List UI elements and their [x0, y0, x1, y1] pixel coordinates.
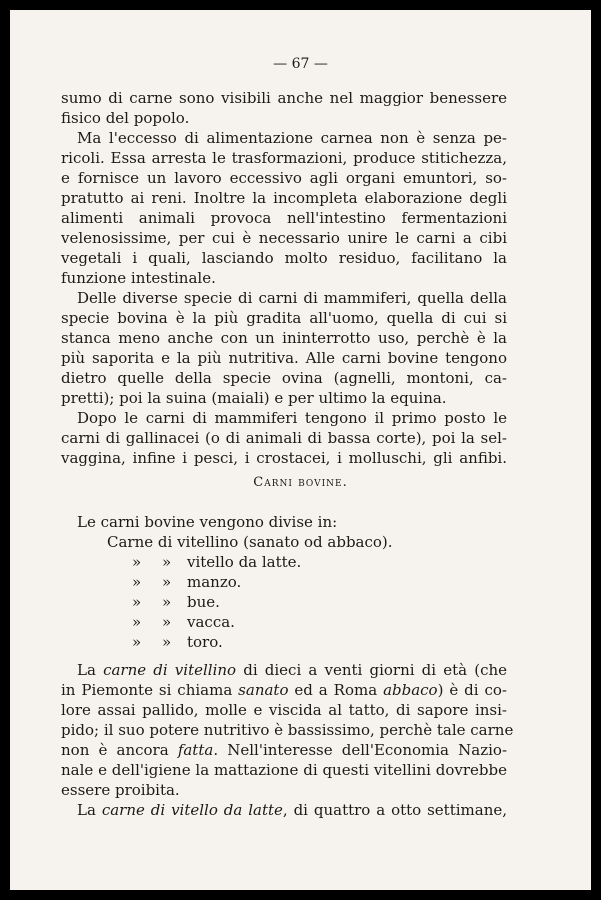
italic-term: carne di vitello da latte: [101, 801, 283, 819]
ditto-mark: »: [162, 633, 172, 651]
list-first-item: Carne di vitellino (sanato od abbaco).: [107, 533, 393, 551]
paragraph-3-line-3: stanca meno anche con un ininterrotto uso, perchè è la: [61, 329, 507, 347]
paragraph-3-line-5: dietro quelle della specie ovina (agnelli, montoni, ca-: [61, 369, 507, 387]
paragraph-5-line-1: La carne di vitellino di dieci a venti giorni di età (che: [77, 661, 508, 679]
section-heading: Carni bovine.: [253, 475, 348, 490]
paragraph-4-line-2: carni di gallinacei (o di animali di bassa corte), poi la sel-: [61, 429, 507, 447]
paragraph-3-line-2: specie bovina è la più gradita all'uomo, quella di cui si: [61, 309, 507, 327]
ditto-mark: »: [162, 573, 172, 591]
page-number: — 67 —: [273, 56, 328, 72]
paragraph-5-line-6: nale e dell'igiene la mattazione di questi vitellini dovrebbe: [61, 761, 507, 779]
paragraph-5-line-2: in Piemonte si chiama sanato ed a Roma abbaco) è di co-: [61, 681, 507, 699]
paragraph-2-line-4: pratutto ai reni. Inoltre la incompleta elaborazione degli: [61, 189, 507, 207]
paragraph-2-line-3: e fornisce un lavoro eccessivo agli organi emuntori, so-: [61, 169, 507, 187]
paragraph-6-line-1: La carne di vitello da latte, di quattro a otto settimane,: [77, 801, 508, 819]
list-item: [61, 592, 507, 612]
paragraph-2-line-7: vegetali i quali, lasciando molto residuo, facilitano la: [61, 249, 507, 267]
italic-term: carne di vitellino: [103, 661, 237, 679]
paragraph-3-line-6: pretti); poi la suina (maiali) e per ultimo la equina.: [61, 389, 447, 407]
list-item-label: bue.: [187, 593, 220, 611]
paragraph-1-line-1: sumo di carne sono visibili anche nel maggior benessere: [61, 89, 507, 107]
paragraph-2-line-5: alimenti animali provoca nell'intestino fermentazioni: [61, 209, 507, 227]
paragraph-2-line-6: velenosissime, per cui è necessario unire le carni a cibi: [61, 229, 507, 247]
list-intro: Le carni bovine vengono divise in:: [77, 513, 338, 531]
paragraph-4-line-1: Dopo le carni di mammiferi tengono il primo posto le: [77, 409, 507, 427]
list-item-label: vitello da latte.: [187, 553, 302, 571]
list-block: [61, 10, 514, 890]
ditto-mark: »: [132, 633, 142, 651]
book-page: [10, 10, 591, 890]
list-item: [61, 572, 507, 592]
ditto-mark: »: [132, 553, 142, 571]
paragraph-5-line-4: pido; il suo potere nutritivo è bassissimo, perchè tale carne: [61, 721, 514, 739]
list-item-label: vacca.: [187, 613, 235, 631]
paragraph-3-line-4: più saporita e la più nutritiva. Alle carni bovine tengono: [61, 349, 507, 367]
paragraph-5-line-7: essere proibita.: [61, 781, 180, 799]
list-item: [61, 632, 507, 652]
list-item-label: toro.: [187, 633, 223, 651]
paragraph-2-line-2: ricoli. Essa arresta le trasformazioni, produce stitichezza,: [61, 149, 507, 167]
list-item: [61, 612, 507, 632]
paragraph-3-line-1: Delle diverse specie di carni di mammiferi, quella della: [77, 289, 507, 307]
paragraph-5-line-5: non è ancora fatta. Nell'interesse dell'Economia Nazio-: [61, 741, 508, 759]
paragraph-4-line-3: vaggina, infine i pesci, i crostacei, i molluschi, gli anfibi.: [61, 449, 507, 467]
ditto-mark: »: [132, 593, 142, 611]
ditto-mark: »: [162, 593, 172, 611]
paragraph-5-line-3: lore assai pallido, molle e viscida al tatto, di sapore insi-: [61, 701, 507, 719]
ditto-mark: »: [162, 613, 172, 631]
ditto-mark: »: [132, 613, 142, 631]
italic-term: sanato: [238, 681, 289, 699]
paragraph-1-line-2: fisico del popolo.: [61, 109, 190, 127]
italic-term: fatta: [177, 741, 214, 759]
list-item-label: manzo.: [187, 573, 242, 591]
italic-term: abbaco: [383, 681, 438, 699]
paragraph-2-line-1: Ma l'eccesso di alimentazione carnea non è senza pe-: [77, 129, 507, 147]
list-item: [61, 552, 507, 572]
paragraph-2-line-8: funzione intestinale.: [61, 269, 216, 287]
ditto-mark: »: [162, 553, 172, 571]
ditto-mark: »: [132, 573, 142, 591]
